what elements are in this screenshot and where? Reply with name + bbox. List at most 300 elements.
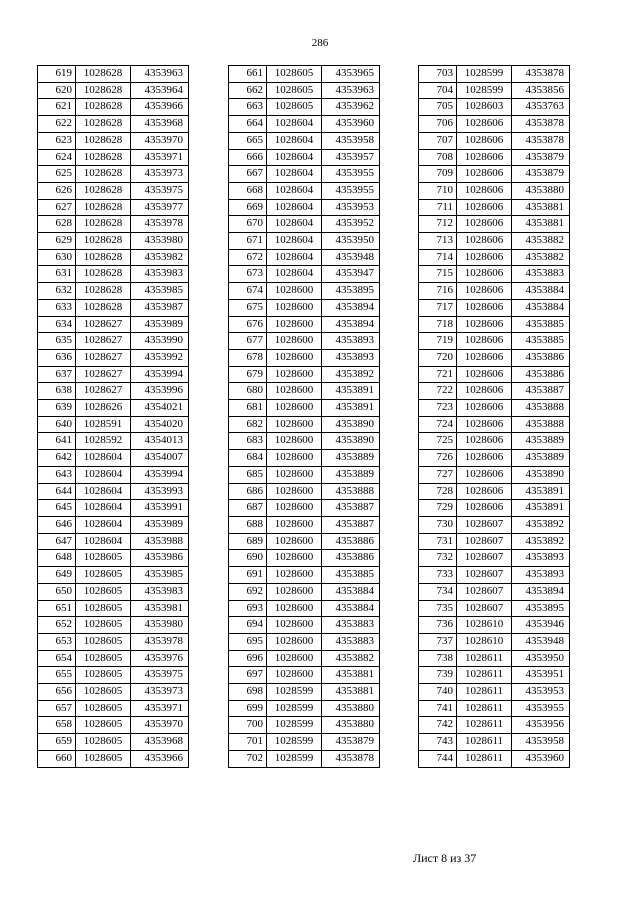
coordinate-y: 4353955: [322, 182, 380, 199]
coordinate-x: 1028605: [76, 600, 131, 617]
point-number: 699: [229, 700, 267, 717]
coordinate-y: 4353891: [322, 400, 380, 417]
point-number: 724: [419, 416, 457, 433]
coordinate-y: 4353951: [512, 667, 570, 684]
point-number: 677: [229, 333, 267, 350]
point-number: 622: [38, 116, 76, 133]
coordinate-y: 4354007: [131, 450, 189, 467]
coordinate-y: 4354021: [131, 400, 189, 417]
point-number: 722: [419, 383, 457, 400]
coordinate-x: 1028606: [457, 132, 512, 149]
point-number: 673: [229, 266, 267, 283]
coordinate-y: 4353886: [512, 349, 570, 366]
table-row: [38, 66, 189, 83]
coordinate-x: 1028600: [267, 667, 322, 684]
coordinate-y: 4353893: [512, 550, 570, 567]
table-row: [419, 366, 570, 383]
point-number: 715: [419, 266, 457, 283]
table-row: [419, 400, 570, 417]
coordinate-y: 4353992: [131, 349, 189, 366]
coordinate-y: 4353990: [131, 333, 189, 350]
table-row: [419, 650, 570, 667]
table-row: [229, 132, 380, 149]
point-number: 717: [419, 299, 457, 316]
point-number: 734: [419, 583, 457, 600]
coordinate-x: 1028600: [267, 583, 322, 600]
point-number: 695: [229, 633, 267, 650]
table-row: [419, 617, 570, 634]
point-number: 708: [419, 149, 457, 166]
table-row: [419, 483, 570, 500]
point-number: 656: [38, 684, 76, 701]
coordinate-y: 4353977: [131, 199, 189, 216]
point-number: 705: [419, 99, 457, 116]
coordinate-y: 4353889: [512, 450, 570, 467]
table-row: [229, 750, 380, 767]
coordinate-x: 1028604: [267, 149, 322, 166]
coordinate-x: 1028600: [267, 333, 322, 350]
coordinate-x: 1028611: [457, 717, 512, 734]
table-row: [229, 500, 380, 517]
point-number: 728: [419, 483, 457, 500]
coordinate-x: 1028606: [457, 216, 512, 233]
point-number: 658: [38, 717, 76, 734]
point-number: 645: [38, 500, 76, 517]
table-row: [229, 516, 380, 533]
table-row: [38, 717, 189, 734]
coordinate-y: 4353891: [512, 483, 570, 500]
coordinate-y: 4353975: [131, 182, 189, 199]
point-number: 686: [229, 483, 267, 500]
coordinate-y: 4353887: [512, 383, 570, 400]
coordinate-x: 1028605: [76, 684, 131, 701]
point-number: 732: [419, 550, 457, 567]
coordinate-x: 1028606: [457, 182, 512, 199]
point-number: 653: [38, 633, 76, 650]
table-row: [229, 700, 380, 717]
coordinate-y: 4353879: [512, 166, 570, 183]
coordinate-x: 1028604: [267, 216, 322, 233]
coordinate-y: 4353894: [322, 299, 380, 316]
point-number: 710: [419, 182, 457, 199]
point-number: 627: [38, 199, 76, 216]
coordinate-y: 4353890: [512, 466, 570, 483]
point-number: 709: [419, 166, 457, 183]
coordinate-x: 1028599: [267, 734, 322, 751]
coordinate-x: 1028599: [267, 750, 322, 767]
coordinate-y: 4353948: [322, 249, 380, 266]
coordinate-y: 4353958: [322, 132, 380, 149]
table-row: [38, 166, 189, 183]
coordinate-y: 4353989: [131, 516, 189, 533]
coordinate-y: 4354020: [131, 416, 189, 433]
point-number: 626: [38, 182, 76, 199]
coordinate-x: 1028600: [267, 349, 322, 366]
table-row: [38, 82, 189, 99]
coordinate-y: 4353970: [131, 717, 189, 734]
point-number: 655: [38, 667, 76, 684]
coordinate-y: 4353968: [131, 116, 189, 133]
coordinate-x: 1028605: [76, 617, 131, 634]
coordinate-y: 4353879: [512, 149, 570, 166]
coordinate-x: 1028606: [457, 433, 512, 450]
coordinate-x: 1028606: [457, 199, 512, 216]
point-number: 690: [229, 550, 267, 567]
point-number: 723: [419, 400, 457, 417]
coordinate-x: 1028607: [457, 550, 512, 567]
point-number: 667: [229, 166, 267, 183]
coordinate-y: 4353883: [322, 633, 380, 650]
point-number: 663: [229, 99, 267, 116]
coordinate-x: 1028607: [457, 583, 512, 600]
coordinate-x: 1028611: [457, 734, 512, 751]
point-number: 659: [38, 734, 76, 751]
coordinate-x: 1028603: [457, 99, 512, 116]
coordinate-y: 4353983: [131, 583, 189, 600]
coordinate-x: 1028606: [457, 333, 512, 350]
table-row: [419, 684, 570, 701]
point-number: 687: [229, 500, 267, 517]
table-row: [38, 333, 189, 350]
coordinate-x: 1028606: [457, 266, 512, 283]
coordinate-y: 4353965: [322, 66, 380, 83]
point-number: 683: [229, 433, 267, 450]
point-number: 707: [419, 132, 457, 149]
point-number: 743: [419, 734, 457, 751]
coordinate-y: 4353962: [322, 99, 380, 116]
coordinate-x: 1028627: [76, 383, 131, 400]
coordinate-x: 1028604: [76, 500, 131, 517]
coordinate-y: 4353880: [322, 700, 380, 717]
point-number: 643: [38, 466, 76, 483]
coordinate-y: 4353878: [322, 750, 380, 767]
coordinate-x: 1028606: [457, 283, 512, 300]
table-row: [419, 466, 570, 483]
coordinate-x: 1028611: [457, 684, 512, 701]
coordinate-x: 1028628: [76, 99, 131, 116]
table-row: [229, 684, 380, 701]
coordinate-y: 4353883: [322, 617, 380, 634]
table-row: [229, 66, 380, 83]
coordinate-x: 1028604: [267, 116, 322, 133]
point-number: 665: [229, 132, 267, 149]
coordinate-x: 1028606: [457, 400, 512, 417]
point-number: 744: [419, 750, 457, 767]
coordinate-y: 4353891: [322, 383, 380, 400]
table-row: [229, 116, 380, 133]
coordinate-y: 4353980: [131, 617, 189, 634]
coordinate-x: 1028606: [457, 316, 512, 333]
coordinate-x: 1028628: [76, 299, 131, 316]
coordinate-x: 1028600: [267, 567, 322, 584]
point-number: 620: [38, 82, 76, 99]
table-row: [38, 433, 189, 450]
table-row: [419, 216, 570, 233]
table-row: [419, 633, 570, 650]
coordinate-y: 4353884: [512, 283, 570, 300]
point-number: 631: [38, 266, 76, 283]
coordinate-y: 4353980: [131, 233, 189, 250]
coordinate-y: 4353946: [512, 617, 570, 634]
coordinate-x: 1028628: [76, 199, 131, 216]
coordinate-x: 1028600: [267, 500, 322, 517]
point-number: 634: [38, 316, 76, 333]
coordinate-y: 4353884: [512, 299, 570, 316]
coordinate-y: 4353966: [131, 99, 189, 116]
coordinate-x: 1028605: [76, 583, 131, 600]
table-row: [419, 717, 570, 734]
table-row: [229, 650, 380, 667]
coordinate-x: 1028600: [267, 466, 322, 483]
table-row: [38, 266, 189, 283]
point-number: 633: [38, 299, 76, 316]
coordinate-x: 1028607: [457, 533, 512, 550]
table-row: [38, 283, 189, 300]
point-number: 682: [229, 416, 267, 433]
coordinate-x: 1028628: [76, 149, 131, 166]
table-row: [419, 149, 570, 166]
coordinate-x: 1028604: [76, 516, 131, 533]
point-number: 698: [229, 684, 267, 701]
table-row: [38, 533, 189, 550]
coordinate-y: 4353996: [131, 383, 189, 400]
coordinate-x: 1028604: [267, 249, 322, 266]
table-row: [38, 516, 189, 533]
coordinate-y: 4353890: [322, 433, 380, 450]
coordinate-x: 1028627: [76, 333, 131, 350]
table-row: [419, 316, 570, 333]
point-number: 652: [38, 617, 76, 634]
table-row: [38, 349, 189, 366]
table-row: [229, 633, 380, 650]
coordinate-x: 1028604: [76, 533, 131, 550]
table-row: [38, 149, 189, 166]
coordinate-x: 1028605: [76, 700, 131, 717]
coordinate-x: 1028604: [267, 182, 322, 199]
coordinate-x: 1028600: [267, 516, 322, 533]
coordinate-y: 4353968: [131, 734, 189, 751]
coordinate-y: 4353989: [131, 316, 189, 333]
coordinate-x: 1028606: [457, 416, 512, 433]
point-number: 726: [419, 450, 457, 467]
table-row: [38, 550, 189, 567]
point-number: 733: [419, 567, 457, 584]
coordinate-x: 1028628: [76, 132, 131, 149]
table-row: [419, 99, 570, 116]
coordinate-x: 1028610: [457, 633, 512, 650]
table-row: [419, 333, 570, 350]
point-number: 672: [229, 249, 267, 266]
point-number: 702: [229, 750, 267, 767]
point-number: 741: [419, 700, 457, 717]
point-number: 650: [38, 583, 76, 600]
coordinate-x: 1028605: [267, 99, 322, 116]
table-row: [419, 82, 570, 99]
table-row: [229, 450, 380, 467]
coordinate-y: 4353982: [131, 249, 189, 266]
table-row: [229, 416, 380, 433]
coordinate-y: 4353891: [512, 500, 570, 517]
point-number: 654: [38, 650, 76, 667]
coordinate-y: 4353955: [322, 166, 380, 183]
point-number: 713: [419, 233, 457, 250]
coordinate-y: 4353887: [322, 500, 380, 517]
coordinate-x: 1028604: [267, 199, 322, 216]
point-number: 664: [229, 116, 267, 133]
coordinates-table-1: [37, 65, 189, 768]
table-row: [229, 333, 380, 350]
table-row: [419, 516, 570, 533]
point-number: 674: [229, 283, 267, 300]
coordinate-x: 1028600: [267, 450, 322, 467]
table-row: [229, 583, 380, 600]
table-row: [419, 600, 570, 617]
point-number: 660: [38, 750, 76, 767]
coordinate-y: 4353975: [131, 667, 189, 684]
point-number: 637: [38, 366, 76, 383]
coordinate-x: 1028628: [76, 249, 131, 266]
point-number: 692: [229, 583, 267, 600]
table-row: [229, 249, 380, 266]
coordinate-y: 4353888: [322, 483, 380, 500]
table-row: [419, 349, 570, 366]
point-number: 680: [229, 383, 267, 400]
coordinate-y: 4353884: [322, 600, 380, 617]
coordinate-y: 4353994: [131, 466, 189, 483]
point-number: 651: [38, 600, 76, 617]
table-row: [229, 149, 380, 166]
coordinate-y: 4353881: [512, 199, 570, 216]
table-row: [229, 366, 380, 383]
table-row: [229, 283, 380, 300]
point-number: 623: [38, 132, 76, 149]
coordinate-y: 4353960: [512, 750, 570, 767]
point-number: 735: [419, 600, 457, 617]
table-row: [38, 633, 189, 650]
table-row: [38, 600, 189, 617]
coordinate-x: 1028600: [267, 483, 322, 500]
point-number: 738: [419, 650, 457, 667]
coordinate-y: 4353882: [512, 249, 570, 266]
point-number: 697: [229, 667, 267, 684]
point-number: 638: [38, 383, 76, 400]
point-number: 701: [229, 734, 267, 751]
table-row: [229, 383, 380, 400]
coordinate-x: 1028607: [457, 600, 512, 617]
coordinate-x: 1028628: [76, 283, 131, 300]
coordinate-x: 1028606: [457, 299, 512, 316]
coordinate-x: 1028605: [76, 667, 131, 684]
coordinate-y: 4353894: [512, 583, 570, 600]
coordinate-y: 4353892: [512, 516, 570, 533]
coordinate-y: 4353884: [322, 583, 380, 600]
table-row: [419, 182, 570, 199]
coordinate-y: 4353952: [322, 216, 380, 233]
table-row: [38, 116, 189, 133]
point-number: 619: [38, 66, 76, 83]
table-row: [38, 233, 189, 250]
coordinate-x: 1028607: [457, 516, 512, 533]
table-row: [38, 734, 189, 751]
coordinate-x: 1028606: [457, 450, 512, 467]
coordinate-y: 4354013: [131, 433, 189, 450]
coordinate-y: 4353978: [131, 216, 189, 233]
coordinate-y: 4353885: [512, 333, 570, 350]
table-row: [38, 182, 189, 199]
table-row: [229, 667, 380, 684]
table-row: [229, 99, 380, 116]
coordinate-x: 1028604: [76, 483, 131, 500]
coordinate-x: 1028628: [76, 66, 131, 83]
coordinate-x: 1028605: [76, 567, 131, 584]
point-number: 718: [419, 316, 457, 333]
coordinate-y: 4353878: [512, 132, 570, 149]
point-number: 716: [419, 283, 457, 300]
coordinate-x: 1028627: [76, 349, 131, 366]
point-number: 727: [419, 466, 457, 483]
point-number: 719: [419, 333, 457, 350]
coordinate-x: 1028605: [267, 66, 322, 83]
point-number: 720: [419, 349, 457, 366]
point-number: 700: [229, 717, 267, 734]
table-row: [229, 483, 380, 500]
coordinate-x: 1028592: [76, 433, 131, 450]
table-row: [419, 734, 570, 751]
table-row: [419, 132, 570, 149]
coordinate-x: 1028600: [267, 433, 322, 450]
table-row: [38, 650, 189, 667]
coordinate-y: 4353963: [322, 82, 380, 99]
coordinate-y: 4353889: [512, 433, 570, 450]
coordinate-x: 1028600: [267, 600, 322, 617]
coordinate-y: 4353950: [322, 233, 380, 250]
coordinate-x: 1028626: [76, 400, 131, 417]
point-number: 649: [38, 567, 76, 584]
table-row: [419, 283, 570, 300]
table-row: [38, 667, 189, 684]
coordinate-x: 1028606: [457, 149, 512, 166]
coordinate-x: 1028604: [267, 166, 322, 183]
table-row: [38, 299, 189, 316]
coordinate-y: 4353950: [512, 650, 570, 667]
table-row: [229, 734, 380, 751]
coordinate-x: 1028611: [457, 700, 512, 717]
coordinate-x: 1028600: [267, 550, 322, 567]
point-number: 671: [229, 233, 267, 250]
coordinate-x: 1028599: [457, 82, 512, 99]
table-row: [229, 617, 380, 634]
coordinate-y: 4353970: [131, 132, 189, 149]
point-number: 678: [229, 349, 267, 366]
coordinate-x: 1028627: [76, 366, 131, 383]
coordinate-y: 4353889: [322, 466, 380, 483]
coordinate-y: 4353895: [512, 600, 570, 617]
coordinate-y: 4353964: [131, 82, 189, 99]
coordinate-y: 4353956: [512, 717, 570, 734]
table-row: [229, 316, 380, 333]
point-number: 696: [229, 650, 267, 667]
coordinate-y: 4353973: [131, 684, 189, 701]
coordinate-y: 4353987: [131, 299, 189, 316]
coordinate-y: 4353988: [131, 533, 189, 550]
point-number: 711: [419, 199, 457, 216]
table-row: [38, 383, 189, 400]
coordinate-y: 4353981: [131, 600, 189, 617]
point-number: 721: [419, 366, 457, 383]
table-row: [38, 450, 189, 467]
coordinate-x: 1028611: [457, 750, 512, 767]
table-row: [229, 233, 380, 250]
